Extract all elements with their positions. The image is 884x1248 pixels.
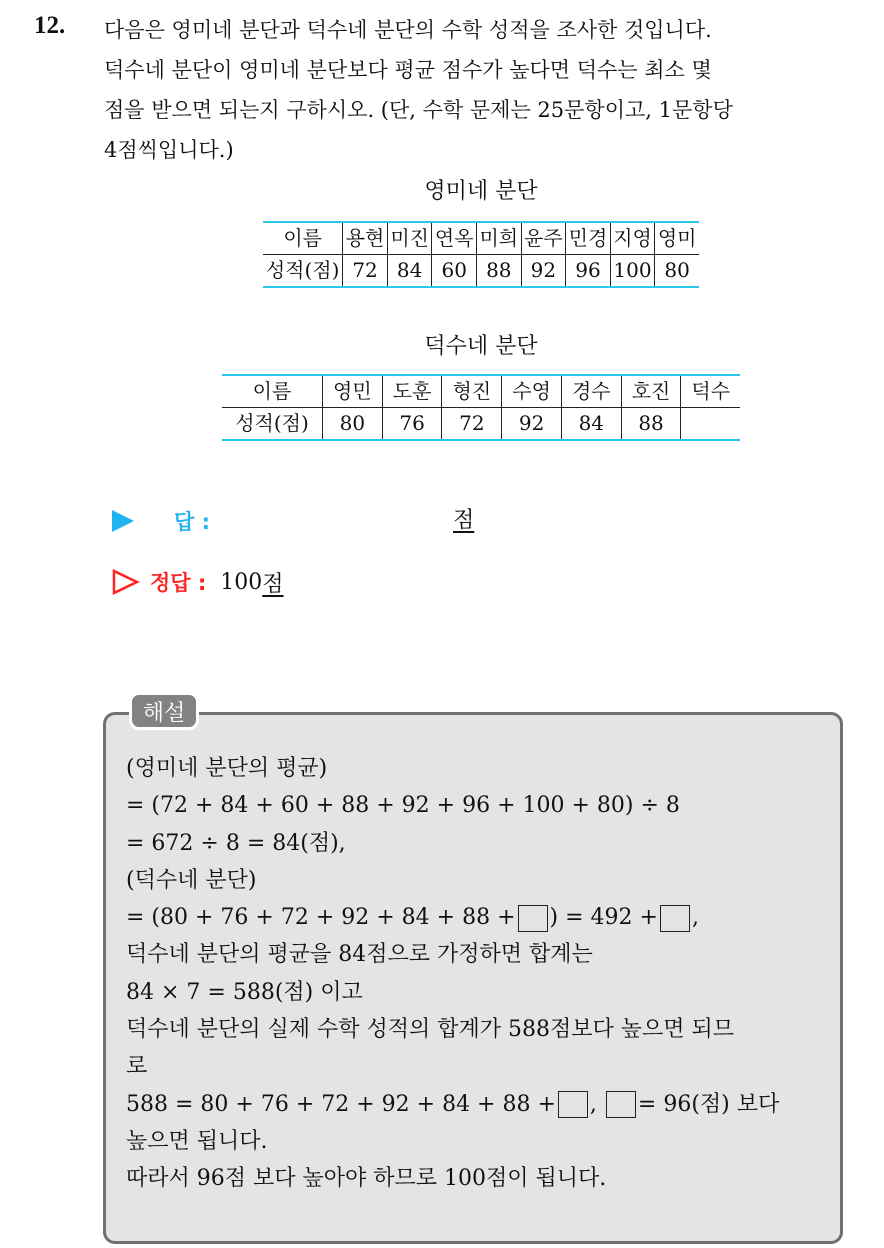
- table2-score: 92: [502, 408, 562, 441]
- question-line: 점을 받으면 되는지 구하시오. (단, 수학 문제는 25문항이고, 1문항당: [104, 98, 733, 122]
- answer-row: [112, 506, 210, 536]
- explanation-tab: 해설: [129, 692, 199, 730]
- equation-part: 588 = 80 + 76 + 72 + 92 + 84 + 88 +: [126, 1091, 556, 1117]
- table1-name: 용현: [343, 222, 388, 255]
- table2-score: 76: [382, 408, 442, 441]
- table2-caption: 덕수네 분단: [424, 334, 538, 359]
- explanation-line: 로: [126, 1054, 148, 1080]
- blank-box: [660, 905, 690, 932]
- explanation-line: 따라서 96점 보다 높아야 하므로 100점이 됩니다.: [126, 1166, 607, 1192]
- question-text: [104, 10, 864, 170]
- blank-box: [606, 1091, 636, 1118]
- table1-score: 84: [387, 255, 432, 288]
- table1-name: 미희: [477, 222, 522, 255]
- equation-part: ,: [589, 1091, 597, 1117]
- table2-name: 수영: [502, 375, 562, 408]
- table2-name: 영민: [323, 375, 383, 408]
- table2-header-label: 이름: [222, 375, 323, 408]
- table1-caption: 영미네 분단: [424, 179, 538, 204]
- table2-row-label: 성적(점): [235, 411, 309, 435]
- table2-name: 호진: [621, 375, 681, 408]
- explanation-line: (영미네 분단의 평균): [126, 756, 328, 781]
- table1-name: 연옥: [432, 222, 477, 255]
- answer-label: 답 :: [174, 510, 210, 534]
- question-number: 12.: [34, 12, 66, 39]
- table1-name: 민경: [566, 222, 611, 255]
- correct-answer-value: 100: [220, 569, 263, 595]
- explanation-line: [126, 1086, 838, 1123]
- table1-score: 60: [432, 255, 477, 288]
- table1-name: 영미: [655, 222, 699, 255]
- table2-name: 도훈: [382, 375, 442, 408]
- table1-score: 100: [610, 255, 655, 288]
- table2-score: 84: [561, 408, 621, 441]
- equation-part: = 96(점) 보다: [637, 1091, 780, 1117]
- equation-part: ) = 492 +: [549, 905, 658, 931]
- explanation-line: 덕수네 분단의 평균을 84점으로 가정하면 합계는: [126, 942, 593, 968]
- correct-answer-unit: 점: [262, 571, 284, 597]
- table1-score: 92: [521, 255, 566, 288]
- table2: [222, 374, 740, 441]
- correct-answer-row: [112, 567, 284, 597]
- explanation-line: 덕수네 분단의 실제 수학 성적의 합계가 588점보다 높으면 되므: [126, 1017, 734, 1043]
- filled-triangle-icon: [112, 510, 134, 532]
- table1-name: 미진: [387, 222, 432, 255]
- table2-name: 형진: [442, 375, 502, 408]
- question-line: 덕수네 분단이 영미네 분단보다 평균 점수가 높다면 덕수는 최소 몇: [104, 58, 712, 82]
- explanation-line: [126, 899, 838, 936]
- table1-score: 72: [343, 255, 388, 288]
- table2-score: 88: [621, 408, 681, 441]
- table1-score: 96: [566, 255, 611, 288]
- table2-score: 72: [442, 408, 502, 441]
- explanation-line: = (72 + 84 + 60 + 88 + 92 + 96 + 100 + 80) ÷ 8: [126, 793, 680, 819]
- table1-row-label: 성적(점): [265, 258, 340, 282]
- table1-name: 윤주: [521, 222, 566, 255]
- table1-score: 80: [655, 255, 699, 288]
- table2-score: [681, 408, 740, 441]
- explanation-line: = 672 ÷ 8 = 84(점),: [126, 830, 346, 856]
- explanation-text: [126, 750, 838, 1198]
- explanation-line: (덕수네 분단): [126, 867, 257, 893]
- question-line: 4점씩입니다.): [104, 138, 234, 162]
- blank-box: [518, 905, 548, 932]
- table1-name: 지영: [610, 222, 655, 255]
- table2-name: 경수: [561, 375, 621, 408]
- table1: [263, 221, 699, 288]
- table1-header-label: 이름: [263, 222, 343, 255]
- explanation-line: 84 × 7 = 588(점) 이고: [126, 979, 363, 1005]
- answer-unit: 점: [453, 508, 475, 533]
- blank-box: [558, 1091, 588, 1118]
- explanation-line: 높으면 됩니다.: [126, 1128, 268, 1154]
- equation-part: = (80 + 76 + 72 + 92 + 84 + 88 +: [126, 905, 516, 931]
- equation-part: ,: [691, 905, 699, 931]
- question-line: 다음은 영미네 분단과 덕수네 분단의 수학 성적을 조사한 것입니다.: [104, 18, 712, 42]
- table2-score: 80: [323, 408, 383, 441]
- table1-score: 88: [477, 255, 522, 288]
- table2-name: 덕수: [681, 375, 740, 408]
- correct-answer-label: 정답 :: [150, 571, 207, 595]
- outline-triangle-icon: [112, 569, 140, 595]
